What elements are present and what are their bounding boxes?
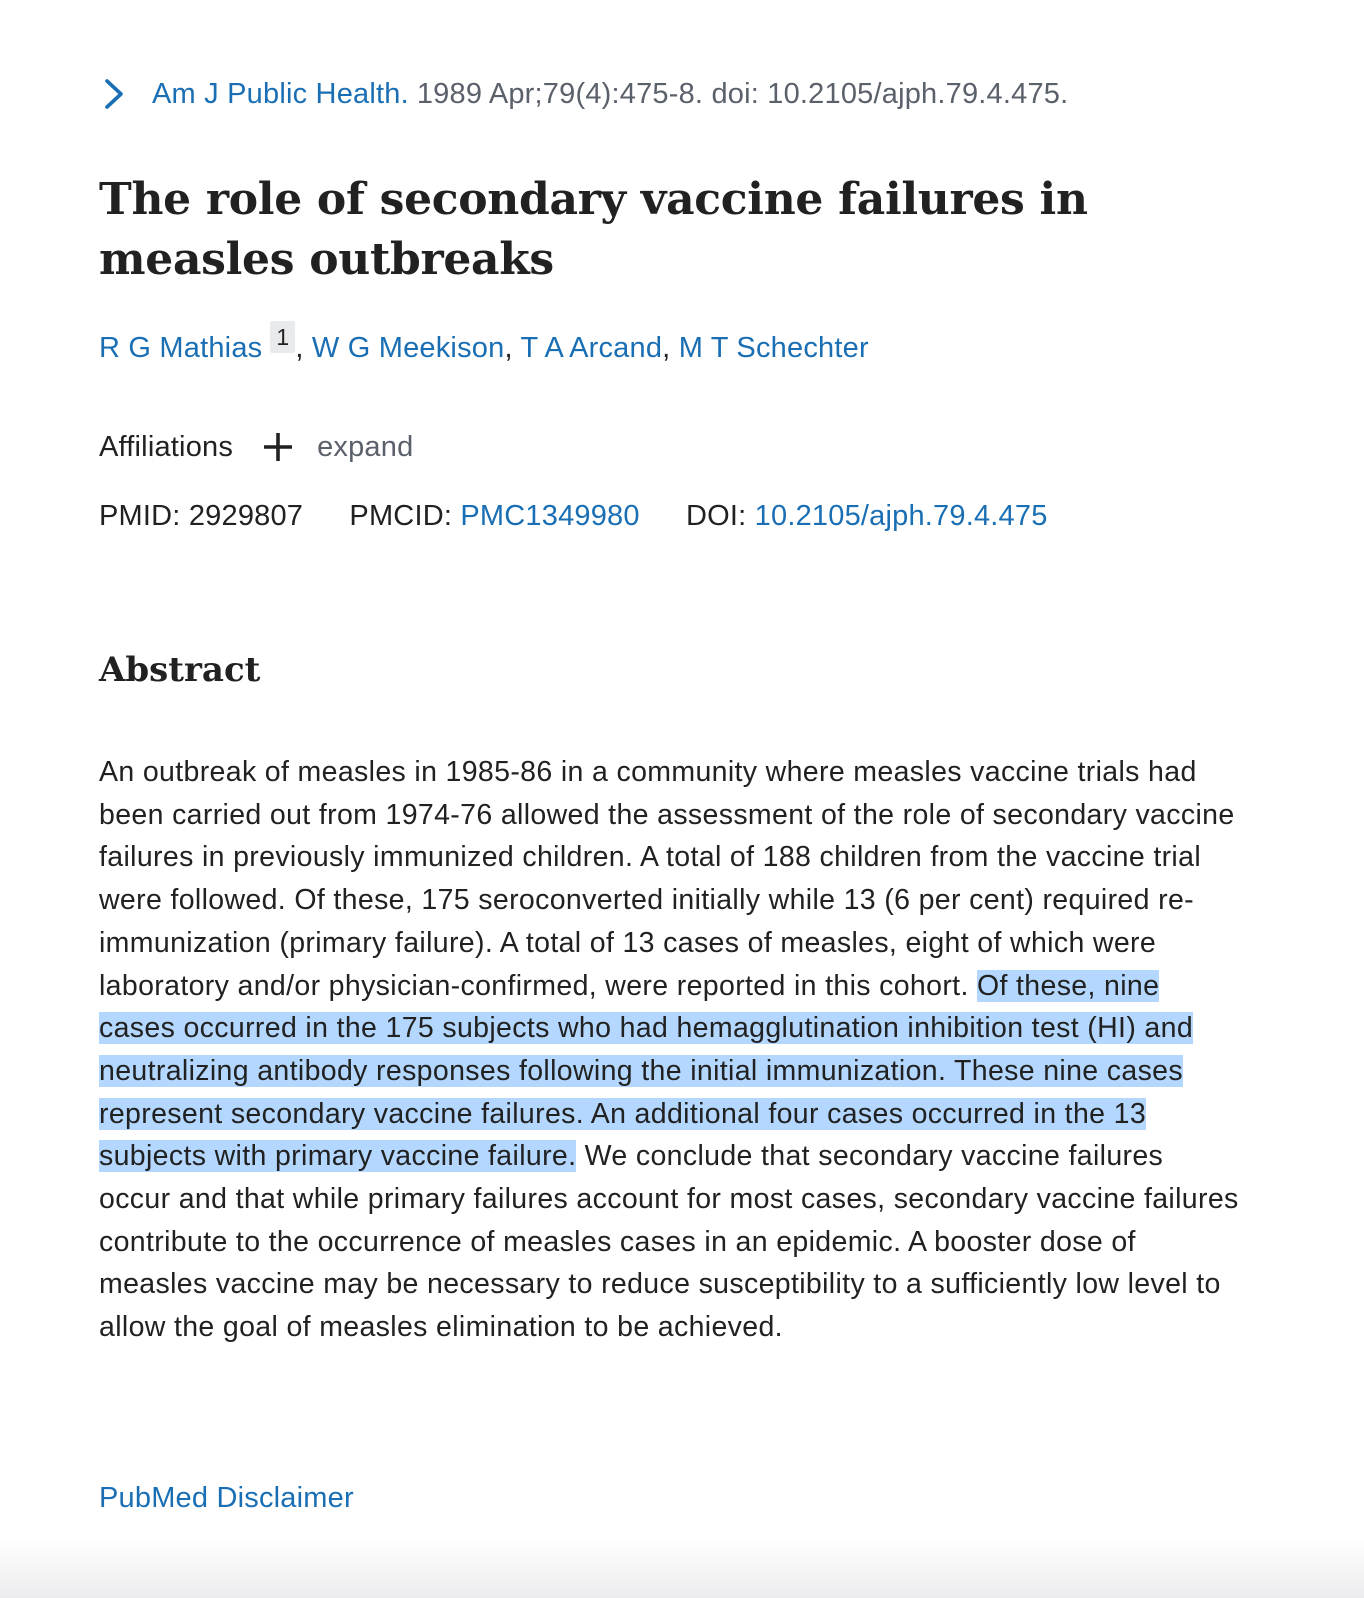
- affiliation-marker[interactable]: 1: [270, 321, 295, 353]
- author-separator: ,: [662, 332, 679, 364]
- author-link[interactable]: W G Meekison: [311, 332, 505, 364]
- abstract-text-after: We conclude that secondary vaccine failures occur and that while primary failures account for most cases, secondary vaccine failures contribute to the occurrence of measles cases in an epidemic. A booster dose of measles vaccine may be necessary to reduce susceptibility to a sufficiently low level to allow the goal of measles elimination to be achieved.: [99, 1140, 1239, 1344]
- doi-label: DOI:: [685, 500, 747, 532]
- affiliations-expand-button[interactable]: [261, 430, 413, 464]
- pmid-value: 2929807: [188, 500, 304, 532]
- abstract-selected-text[interactable]: Of these, nine cases occurred in the 175 subjects who had hemagglutination inhibition test (HI) and neutralizing antibody responses following the initial immunization. These nine cases represent secondary vaccine failures. An additional four cases occurred in the 13 subjects with primary vaccine failure.: [99, 969, 1194, 1173]
- abstract-heading: Abstract: [99, 650, 261, 690]
- pubmed-disclaimer-link[interactable]: PubMed Disclaimer: [99, 1482, 354, 1514]
- journal-link[interactable]: Am J Public Health.: [152, 77, 409, 110]
- pmid-label: PMID:: [99, 500, 181, 532]
- expand-label: expand: [317, 430, 414, 463]
- affiliations-label: Affiliations: [99, 430, 234, 463]
- doi-link[interactable]: 10.2105/ajph.79.4.475: [754, 500, 1048, 532]
- author-link[interactable]: T A Arcand: [520, 332, 663, 364]
- doi-group: [686, 500, 1048, 532]
- pmcid-link[interactable]: PMC1349980: [460, 500, 640, 532]
- pmcid-group: [349, 500, 639, 532]
- pmid-group: [99, 500, 303, 532]
- chevron-right-icon[interactable]: [100, 77, 130, 111]
- author-list: [99, 324, 869, 365]
- citation-details: 1989 Apr;79(4):475-8. doi: 10.2105/ajph.79.4.475.: [416, 77, 1069, 110]
- citation-line: [100, 74, 1068, 114]
- article-title: The role of secondary vaccine failures in measles outbreaks: [99, 174, 1088, 285]
- plus-icon: [261, 430, 295, 464]
- identifiers-row: [99, 500, 1048, 533]
- abstract-text[interactable]: [99, 751, 1239, 1349]
- author-separator: ,: [504, 332, 521, 364]
- author-link[interactable]: M T Schechter: [678, 332, 869, 364]
- abstract-text-before: An outbreak of measles in 1985-86 in a community where measles vaccine trials had been carried out from 1974-76 allowed the assessment of the role of secondary vaccine failures in previously immunized children. A total of 188 children from the vaccine trial were followed. Of these, 175 seroconverted initially while 13 (6 per cent) required re-immunization (primary failure). A total of 13 cases of measles, eight of which were laboratory and/or physician-confirmed, were reported in this cohort.: [99, 756, 1235, 1002]
- author-separator: ,: [295, 332, 312, 364]
- pmcid-label: PMCID:: [349, 500, 453, 532]
- affiliations-row: [99, 430, 413, 464]
- author-link[interactable]: R G Mathias: [99, 332, 263, 364]
- bottom-fade: [0, 1538, 1364, 1598]
